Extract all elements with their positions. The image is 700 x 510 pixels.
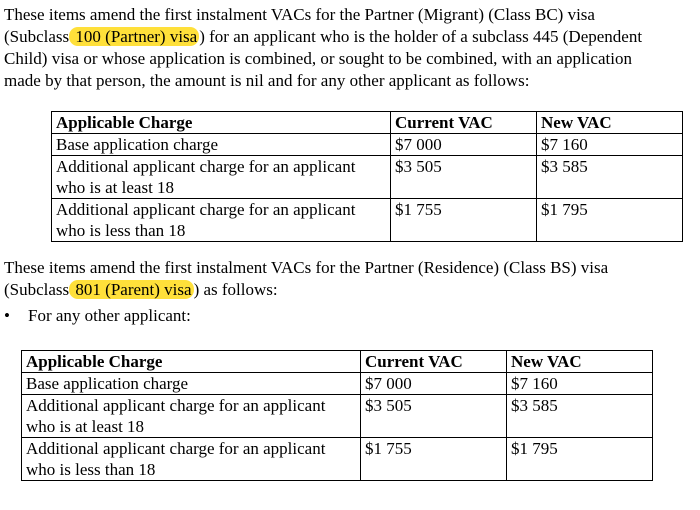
table-header-row xyxy=(22,351,653,373)
charge-text: who is at least 18 xyxy=(56,178,175,197)
highlighted-visa-subclass: 100 (Partner) visa xyxy=(71,27,198,46)
header-current-vac: Current VAC xyxy=(391,112,537,134)
charge-text: Additional applicant charge for an applicant xyxy=(56,157,356,176)
charge-text: Additional applicant charge for an applicant xyxy=(26,439,326,458)
intro-paragraph-1 xyxy=(4,4,642,92)
paragraph-text: Child) visa or whose application is combined, or sought to be combined, with an application xyxy=(4,49,632,68)
charge-cell xyxy=(52,134,391,156)
table-row xyxy=(22,373,653,395)
header-new-vac: New VAC xyxy=(507,351,653,373)
bullet-item xyxy=(4,305,191,327)
charge-text: who is at least 18 xyxy=(26,417,145,436)
paragraph-line xyxy=(4,70,642,92)
table-header-row xyxy=(52,112,683,134)
current-vac-cell: $7 000 xyxy=(361,373,507,395)
charge-text: Base application charge xyxy=(56,135,219,154)
new-vac-cell: $7 160 xyxy=(537,134,683,156)
paragraph-line xyxy=(4,48,642,70)
charge-text: who is less than 18 xyxy=(26,460,156,479)
paragraph-text: (Subclass xyxy=(4,27,70,46)
paragraph-text: ) for an applicant who is the holder of a subclass 445 (Dependent xyxy=(199,27,643,46)
current-vac-cell: $1 755 xyxy=(391,199,537,242)
new-vac-cell: $1 795 xyxy=(507,438,653,481)
charge-text: Base application charge xyxy=(26,374,189,393)
highlighted-visa-subclass: 801 (Parent) visa xyxy=(71,280,192,299)
paragraph-text: These items amend the first instalment VACs for the Partner (Residence) (Class BS) visa xyxy=(4,258,609,277)
charge-cell xyxy=(52,199,391,242)
new-vac-cell: $1 795 xyxy=(537,199,683,242)
current-vac-cell: $1 755 xyxy=(361,438,507,481)
bullet-text: For any other applicant: xyxy=(28,306,191,325)
paragraph-line xyxy=(4,26,642,48)
table-row xyxy=(52,156,683,199)
current-vac-cell: $3 505 xyxy=(391,156,537,199)
paragraph-line xyxy=(4,4,642,26)
table-row xyxy=(22,395,653,438)
intro-paragraph-2 xyxy=(4,257,608,301)
paragraph-text: (Subclass xyxy=(4,280,70,299)
paragraph-line xyxy=(4,257,608,279)
charge-cell xyxy=(52,156,391,199)
table-row xyxy=(52,199,683,242)
header-new-vac: New VAC xyxy=(537,112,683,134)
table-row xyxy=(22,438,653,481)
paragraph-text: These items amend the first instalment VACs for the Partner (Migrant) (Class BC) visa xyxy=(4,5,595,24)
current-vac-cell: $3 505 xyxy=(361,395,507,438)
bullet-icon: • xyxy=(4,306,10,325)
charge-text: Additional applicant charge for an applicant xyxy=(56,200,356,219)
charge-text: who is less than 18 xyxy=(56,221,186,240)
new-vac-cell: $3 585 xyxy=(537,156,683,199)
header-applicable-charge: Applicable Charge xyxy=(22,351,361,373)
new-vac-cell: $7 160 xyxy=(507,373,653,395)
charge-cell xyxy=(22,373,361,395)
paragraph-line xyxy=(4,279,608,301)
table-row xyxy=(52,134,683,156)
charge-cell xyxy=(22,395,361,438)
header-current-vac: Current VAC xyxy=(361,351,507,373)
current-vac-cell: $7 000 xyxy=(391,134,537,156)
vac-table-1 xyxy=(51,111,683,242)
new-vac-cell: $3 585 xyxy=(507,395,653,438)
paragraph-text: made by that person, the amount is nil and for any other applicant as follows: xyxy=(4,71,530,90)
vac-table-2 xyxy=(21,350,653,481)
charge-cell xyxy=(22,438,361,481)
charge-text: Additional applicant charge for an applicant xyxy=(26,396,326,415)
paragraph-text: ) as follows: xyxy=(193,280,278,299)
header-applicable-charge: Applicable Charge xyxy=(52,112,391,134)
